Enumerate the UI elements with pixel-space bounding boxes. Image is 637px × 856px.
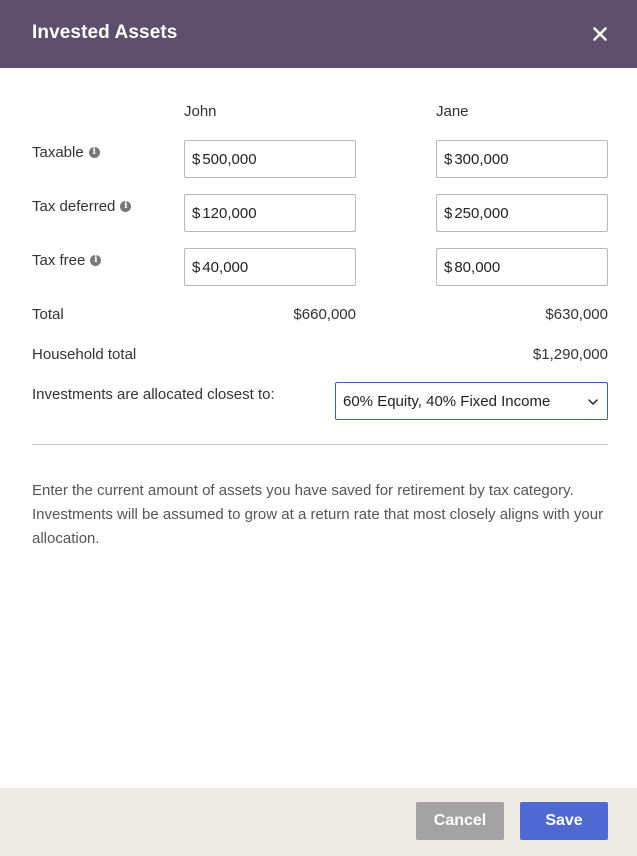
allocation-label: Investments are allocated closest to: — [32, 386, 275, 403]
allocation-select[interactable] — [335, 382, 608, 420]
allocation-selected-value: 60% Equity, 40% Fixed Income — [343, 392, 551, 410]
info-icon[interactable]: i — [120, 201, 131, 212]
cancel-button[interactable]: Cancel — [416, 802, 504, 840]
currency-symbol: $ — [444, 258, 453, 276]
row-label-taxable — [32, 144, 100, 161]
help-text: Enter the current amount of assets you have saved for retirement by tax category. Investments will be assumed to grow at a return rate that most closely aligns with your allocation. — [32, 482, 604, 547]
tax-deferred-jane-field[interactable] — [436, 194, 608, 232]
taxable-john-input[interactable] — [202, 151, 342, 168]
currency-symbol: $ — [192, 258, 201, 276]
info-icon[interactable]: i — [90, 255, 101, 266]
tax-deferred-john-input[interactable] — [202, 205, 342, 222]
close-button[interactable] — [588, 22, 612, 46]
column-header-jane: Jane — [436, 103, 469, 120]
total-jane-value: $630,000 — [545, 306, 608, 323]
column-header-john: John — [184, 103, 217, 120]
save-button[interactable]: Save — [520, 802, 608, 840]
row-label-tax-free — [32, 252, 101, 269]
taxable-jane-field[interactable] — [436, 140, 608, 178]
chevron-down-icon — [587, 396, 599, 408]
currency-symbol: $ — [192, 150, 201, 168]
taxable-jane-input[interactable] — [454, 151, 594, 168]
tax-free-jane-input[interactable] — [454, 259, 594, 276]
row-label-text: Tax free — [32, 252, 86, 269]
tax-deferred-jane-input[interactable] — [454, 205, 594, 222]
taxable-john-field[interactable] — [184, 140, 356, 178]
tax-free-john-input[interactable] — [202, 259, 342, 276]
total-label: Total — [32, 306, 64, 323]
row-label-text: Taxable — [32, 144, 84, 161]
close-icon — [588, 22, 612, 46]
tax-free-john-field[interactable] — [184, 248, 356, 286]
currency-symbol: $ — [192, 204, 201, 222]
currency-symbol: $ — [444, 150, 453, 168]
dialog-header — [0, 0, 637, 68]
tax-deferred-john-field[interactable] — [184, 194, 356, 232]
row-label-text: Tax deferred — [32, 198, 116, 215]
household-total-value: $1,290,000 — [532, 346, 608, 363]
dialog-title: Invested Assets — [32, 22, 178, 43]
household-total-label: Household total — [32, 346, 137, 363]
total-john-value: $660,000 — [293, 306, 356, 323]
currency-symbol: $ — [444, 204, 453, 222]
tax-free-jane-field[interactable] — [436, 248, 608, 286]
row-label-tax-deferred — [32, 198, 131, 215]
divider — [32, 444, 608, 445]
info-icon[interactable]: i — [89, 147, 100, 158]
